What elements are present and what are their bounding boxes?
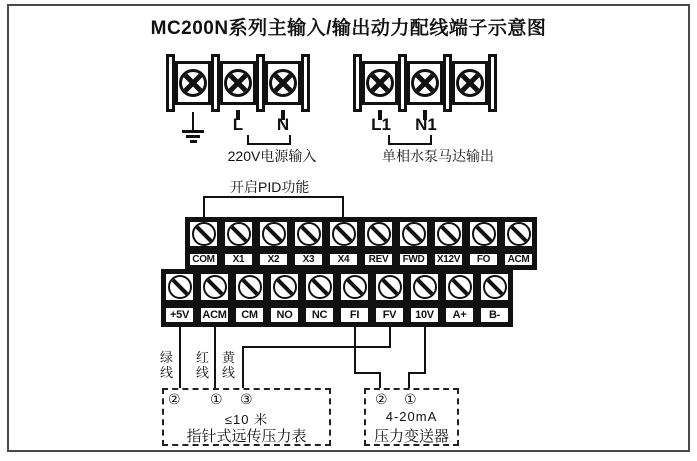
wire-fv-horizontal: [242, 346, 391, 348]
terminal-REV: [362, 219, 395, 268]
screw-slash-icon: [483, 275, 507, 299]
terminal-FWD: [397, 219, 430, 268]
wire-color-red-label: 红线: [195, 350, 209, 380]
terminal-label: X3: [292, 251, 325, 268]
terminal-5V: [163, 271, 196, 325]
terminal-rail: [211, 54, 220, 112]
label-L1: L1: [371, 115, 391, 134]
wire-fv-vertical: [389, 327, 391, 348]
terminal-X2: [257, 219, 290, 268]
output-bracket: [388, 135, 432, 145]
terminal-label: X4: [327, 251, 360, 268]
screw-slash-icon: [378, 275, 402, 299]
terminal-FI: [338, 271, 371, 325]
screw-slash-icon: [227, 222, 251, 246]
transmitter-spec: 4-20mA: [385, 409, 438, 424]
terminal-label: FWD: [397, 251, 430, 268]
screw-slash-icon: [472, 222, 496, 246]
wire-color-green-label: 绿线: [159, 350, 173, 380]
screw-slash-icon: [273, 275, 297, 299]
screw-x-icon: [366, 69, 394, 97]
terminal-label: +5V: [163, 305, 196, 325]
terminal-NO: [268, 271, 301, 325]
lower-terminal-strip: [161, 269, 513, 327]
terminal-Bminus: [478, 271, 511, 325]
power-output-block: [353, 54, 497, 112]
wire-fi-vertical: [354, 327, 356, 374]
screw-slash-icon: [262, 222, 286, 246]
pid-bracket: [203, 196, 344, 217]
wire-10v-jog: [408, 372, 426, 374]
terminal-ACM: [502, 219, 535, 268]
transmitter-pin-2: ②: [375, 391, 388, 407]
screw-slash-icon: [238, 275, 262, 299]
terminal-label: ACM: [198, 305, 231, 325]
gauge-pin-3: ③: [240, 391, 253, 407]
terminal-label: REV: [362, 251, 395, 268]
terminal-rail: [488, 54, 497, 112]
terminal-rail: [301, 54, 310, 112]
terminal-FO: [467, 219, 500, 268]
terminal-X3: [292, 219, 325, 268]
screw-slash-icon: [413, 275, 437, 299]
ground-icon: [192, 112, 194, 130]
terminal-label: NO: [268, 305, 301, 325]
terminal-FV: [373, 271, 406, 325]
screw-slash-icon: [402, 222, 426, 246]
wire-color-yellow-label: 黄线: [221, 350, 235, 380]
terminal-ACM2: [198, 271, 231, 325]
wire-fi-drop: [379, 372, 381, 388]
gauge-name: 指针式远传压力表: [186, 428, 307, 445]
terminal-X1: [222, 219, 255, 268]
ground-icon: [190, 140, 197, 143]
screw-slash-icon: [343, 275, 367, 299]
diagram-title: MC200N系列主输入/输出动力配线端子示意图: [150, 18, 547, 39]
input-bracket: [247, 135, 291, 145]
terminal-label: X1: [222, 251, 255, 268]
terminal-ground: [175, 61, 211, 105]
screw-slash-icon: [168, 275, 192, 299]
screw-slash-icon: [203, 275, 227, 299]
label-N: N: [276, 115, 290, 134]
terminal-10V: [408, 271, 441, 325]
wire-10v-drop: [408, 372, 410, 388]
pid-label: 开启PID功能: [230, 179, 310, 195]
terminal-label: X2: [257, 251, 290, 268]
gauge-pin-1: ①: [210, 391, 223, 407]
screw-x-icon: [456, 69, 484, 97]
wire-fv-drop-yellow: [242, 346, 244, 388]
terminal-label: A+: [443, 305, 476, 325]
wire-10v-vertical: [424, 327, 426, 374]
screw-slash-icon: [367, 222, 391, 246]
wire-acm-red: [214, 327, 216, 388]
screw-slash-icon: [297, 222, 321, 246]
power-input-block: [166, 54, 310, 112]
wire-5v-green: [179, 327, 181, 388]
terminal-label: FV: [373, 305, 406, 325]
screw-slash-icon: [507, 222, 531, 246]
power-output-caption: 单相水泵马达输出: [382, 148, 494, 164]
power-input-caption: 220V电源输入: [227, 148, 317, 164]
transmitter-pin-1: ①: [404, 391, 417, 407]
label-N1: N1: [415, 115, 437, 134]
wire-fi-jog: [354, 372, 381, 374]
screw-slash-icon: [448, 275, 472, 299]
terminal-rail: [166, 54, 175, 112]
screw-slash-icon: [437, 222, 461, 246]
terminal-label: COM: [187, 251, 220, 268]
label-L: L: [232, 115, 244, 134]
terminal-X4: [327, 219, 360, 268]
terminal-label: NC: [303, 305, 336, 325]
pressure-transmitter-box: [364, 388, 459, 446]
screw-x-icon: [224, 69, 252, 97]
screw-x-icon: [179, 69, 207, 97]
terminal-Aplus: [443, 271, 476, 325]
terminal-label: FO: [467, 251, 500, 268]
screw-x-icon: [411, 69, 439, 97]
terminal-label: X12V: [432, 251, 465, 268]
terminal-NC: [303, 271, 336, 325]
terminal-X12V: [432, 219, 465, 268]
terminal-spare: [452, 61, 488, 105]
terminal-label: 10V: [408, 305, 441, 325]
terminal-CM: [233, 271, 266, 325]
ground-icon: [182, 130, 204, 133]
terminal-rail: [256, 54, 265, 112]
terminal-label: CM: [233, 305, 266, 325]
terminal-N: [265, 61, 301, 105]
terminal-label: ACM: [502, 251, 535, 268]
terminal-rail: [443, 54, 452, 112]
ground-icon: [186, 135, 200, 138]
terminal-L: [220, 61, 256, 105]
terminal-label: B-: [478, 305, 511, 325]
terminal-COM: [187, 219, 220, 268]
pressure-gauge-box: [162, 388, 331, 446]
terminal-rail: [353, 54, 362, 112]
gauge-pin-2: ②: [168, 391, 181, 407]
screw-slash-icon: [308, 275, 332, 299]
terminal-L1: [362, 61, 398, 105]
terminal-label: FI: [338, 305, 371, 325]
gauge-spec: ≤10 米: [224, 412, 269, 427]
screw-slash-icon: [332, 222, 356, 246]
transmitter-name: 压力变送器: [373, 428, 449, 445]
screw-x-icon: [269, 69, 297, 97]
screw-slash-icon: [192, 222, 216, 246]
terminal-N1: [407, 61, 443, 105]
terminal-rail: [398, 54, 407, 112]
upper-terminal-strip: [185, 217, 537, 270]
